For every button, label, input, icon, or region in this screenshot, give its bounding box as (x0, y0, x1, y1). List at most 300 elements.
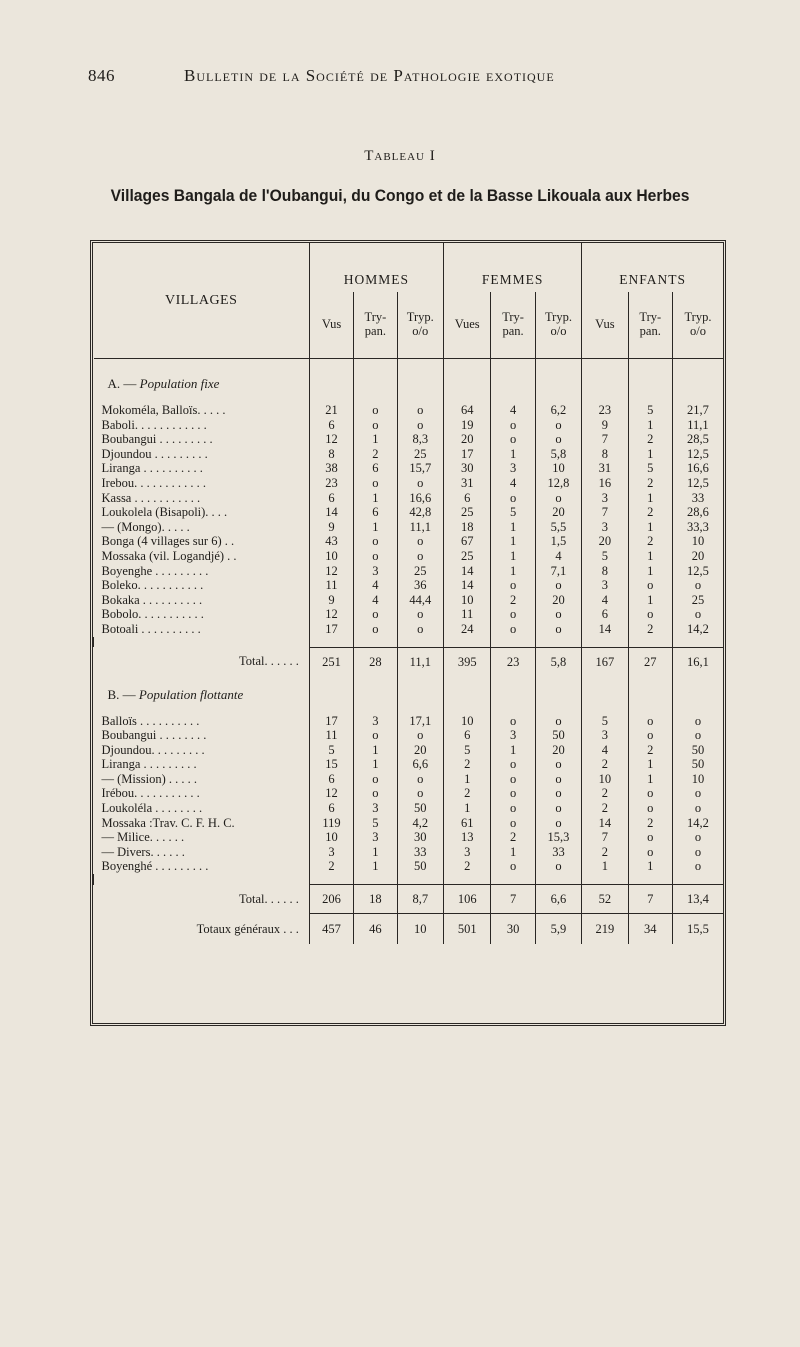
table-cell: 33 (397, 845, 443, 860)
table-row (94, 578, 724, 593)
femmes-subheader-2: Tryp. o/o (535, 292, 581, 359)
table-cell: 50 (397, 801, 443, 816)
table-cell: o (628, 728, 672, 743)
table-cell: o (491, 757, 535, 772)
table-cell: 34 (628, 914, 672, 945)
table-cell: 2 (354, 447, 397, 462)
village-name: Irébou. . . . . . . . . . . (101, 786, 200, 801)
table-cell: 7,1 (535, 564, 581, 579)
table-cell: 15,3 (535, 830, 581, 845)
table-cell: 11 (309, 578, 353, 593)
table-cell: 14,2 (672, 816, 723, 831)
village-name: Boubangui . . . . . . . . . (101, 432, 213, 447)
total-row (94, 647, 724, 676)
table-cell: 5,8 (535, 647, 581, 676)
table-cell: 38 (309, 461, 353, 476)
table-row (94, 743, 724, 758)
table-cell: 3 (582, 578, 628, 593)
table-cell: o (491, 432, 535, 447)
table-row (94, 432, 724, 447)
hommes-subheader-2: Tryp. o/o (397, 292, 443, 359)
table-row (94, 593, 724, 608)
table-cell: 7 (628, 885, 672, 914)
table-cell: 20 (535, 593, 581, 608)
table-cell: 7 (582, 830, 628, 845)
table-cell: o (354, 403, 397, 418)
section-prefix: B. — (107, 686, 139, 702)
table-cell: 20 (582, 534, 628, 549)
table-cell: 3 (309, 845, 353, 860)
table-cell: 10 (582, 772, 628, 787)
table-cell: 33 (672, 491, 723, 506)
village-name: Boyenghé . . . . . . . . . (101, 859, 209, 874)
table-cell: 25 (397, 564, 443, 579)
enfants-subheader-0: Vus (582, 292, 628, 359)
table-cell: 6,2 (535, 403, 581, 418)
table-row (94, 728, 724, 743)
table-cell: 16 (582, 476, 628, 491)
village-name: — Divers. . . . . . (101, 844, 185, 859)
table-cell: o (354, 772, 397, 787)
table-cell: 20 (443, 432, 490, 447)
table-row (94, 447, 724, 462)
table-cell: 4 (491, 476, 535, 491)
table-cell: 15 (309, 757, 353, 772)
table-cell: 1 (628, 418, 672, 433)
village-name: Boleko. . . . . . . . . . . (101, 578, 204, 593)
table-cell: o (491, 859, 535, 874)
table-cell: 30 (443, 461, 490, 476)
table-cell: 3 (354, 830, 397, 845)
table-cell: 6 (309, 801, 353, 816)
table-row (94, 505, 724, 520)
village-name: Kassa . . . . . . . . . . . (101, 490, 201, 505)
table-cell: o (397, 728, 443, 743)
table-cell: o (491, 491, 535, 506)
table-cell: 31 (582, 461, 628, 476)
table-cell: 20 (535, 743, 581, 758)
table-cell: o (397, 476, 443, 491)
table-cell: 1 (628, 757, 672, 772)
table-cell: 23 (309, 476, 353, 491)
village-name: Botoali . . . . . . . . . . (101, 621, 201, 636)
table-cell: 7 (582, 505, 628, 520)
table-cell: 50 (672, 743, 723, 758)
enfants-subheader-1: Try- pan. (628, 292, 672, 359)
table-cell: 1,5 (535, 534, 581, 549)
table-row (94, 491, 724, 506)
table-cell: o (354, 534, 397, 549)
table-cell: o (628, 714, 672, 729)
table-cell: 6 (309, 418, 353, 433)
section-title: Population flottante (138, 686, 244, 702)
table-cell: o (535, 578, 581, 593)
table-cell: 17,1 (397, 714, 443, 729)
table-cell: 3 (491, 728, 535, 743)
table-cell: 1 (443, 772, 490, 787)
table-cell: 12 (309, 564, 353, 579)
table-cell: 8 (582, 564, 628, 579)
table-cell: 4 (582, 743, 628, 758)
table-cell: 8,7 (397, 885, 443, 914)
table-cell: 5,9 (535, 914, 581, 945)
table-cell: 14 (443, 564, 490, 579)
table-row (94, 772, 724, 787)
table-cell: 1 (491, 743, 535, 758)
table-cell: 1 (354, 520, 397, 535)
table-cell: 67 (443, 534, 490, 549)
table-cell: 10 (443, 593, 490, 608)
table-cell: 5 (354, 816, 397, 831)
table-cell: 7 (582, 432, 628, 447)
table-cell: o (491, 714, 535, 729)
journal-title: Bulletin de la Société de Pathologie exotique (184, 66, 555, 85)
table-cell: 1 (628, 491, 672, 506)
village-name: Total. . . . . . (238, 654, 299, 669)
table-cell: 10 (309, 549, 353, 564)
table-cell: o (397, 418, 443, 433)
table-cell: 50 (397, 859, 443, 874)
table-cell: 2 (491, 593, 535, 608)
table-cell: 30 (491, 914, 535, 945)
table-cell: o (535, 757, 581, 772)
table-cell: o (397, 772, 443, 787)
table-row (94, 534, 724, 549)
table-cell: 167 (582, 647, 628, 676)
section-heading-row (94, 676, 724, 714)
table-cell: 1 (628, 520, 672, 535)
table-row (94, 816, 724, 831)
table-cell: 12,5 (672, 476, 723, 491)
table-cell: 2 (628, 505, 672, 520)
table-cell: 1 (628, 593, 672, 608)
village-name: Boubangui . . . . . . . . (101, 728, 207, 743)
table-cell: o (535, 801, 581, 816)
table-cell: 251 (309, 647, 353, 676)
table-cell: 50 (535, 728, 581, 743)
table-cell: 4 (491, 403, 535, 418)
table-cell: o (354, 549, 397, 564)
table-cell: o (628, 578, 672, 593)
table-cell: 1 (354, 757, 397, 772)
table-cell: 1 (582, 859, 628, 874)
table-cell: 50 (672, 757, 723, 772)
table-cell: 3 (354, 714, 397, 729)
table-cell: 28,6 (672, 505, 723, 520)
table-cell: 42,8 (397, 505, 443, 520)
table-cell: 6,6 (535, 885, 581, 914)
table-cell: 2 (628, 743, 672, 758)
table-cell: 2 (582, 845, 628, 860)
village-name: Liranga . . . . . . . . . . (101, 461, 203, 476)
table-cell: o (354, 607, 397, 622)
table-cell: 5 (628, 403, 672, 418)
village-name: Djoundou . . . . . . . . . (101, 446, 208, 461)
table-cell: 10 (672, 772, 723, 787)
table-cell: 21 (309, 403, 353, 418)
table-cell: 1 (628, 549, 672, 564)
table-cell: 14 (443, 578, 490, 593)
table-cell: o (354, 622, 397, 637)
table-cell: 14 (309, 505, 353, 520)
table-cell: 21,7 (672, 403, 723, 418)
table-cell: 457 (309, 914, 353, 945)
table-cell: 43 (309, 534, 353, 549)
data-table-frame (90, 240, 726, 1026)
table-cell: 46 (354, 914, 397, 945)
table-cell: o (672, 728, 723, 743)
table-cell: 3 (491, 461, 535, 476)
village-name: Bokaka . . . . . . . . . . (101, 592, 203, 607)
table-cell: o (354, 418, 397, 433)
table-cell: 6 (443, 728, 490, 743)
table-cell: 6 (309, 772, 353, 787)
table-cell: 2 (628, 816, 672, 831)
village-name: Liranga . . . . . . . . . (101, 757, 197, 772)
table-cell: 17 (309, 622, 353, 637)
table-cell: o (491, 607, 535, 622)
table-cell: 24 (443, 622, 490, 637)
table-cell: 9 (309, 593, 353, 608)
table-cell: 11,1 (397, 520, 443, 535)
table-cell: 25 (672, 593, 723, 608)
table-cell: o (628, 801, 672, 816)
table-cell: 1 (491, 549, 535, 564)
table-cell: 6 (443, 491, 490, 506)
table-cell: o (672, 801, 723, 816)
table-cell: o (354, 786, 397, 801)
table-row (94, 801, 724, 816)
table-cell: 1 (354, 432, 397, 447)
village-name: Djoundou. . . . . . . . . (101, 742, 205, 757)
table-cell: o (672, 845, 723, 860)
table-cell: 2 (628, 432, 672, 447)
table-cell: 3 (582, 728, 628, 743)
table-cell: 5 (582, 714, 628, 729)
table-cell: 33,3 (672, 520, 723, 535)
table-cell: 1 (443, 801, 490, 816)
table-cell: 1 (491, 520, 535, 535)
village-name: Mossaka (vil. Logandjé) . . (101, 548, 237, 563)
table-cell: o (535, 607, 581, 622)
hommes-subheader-1: Try- pan. (354, 292, 397, 359)
table-cell: 15,5 (672, 914, 723, 945)
table-cell: 1 (354, 859, 397, 874)
table-cell: 5,5 (535, 520, 581, 535)
table-cell: 4 (354, 578, 397, 593)
table-cell: 5,8 (535, 447, 581, 462)
femmes-subheader-0: Vues (443, 292, 490, 359)
table-cell: 5 (443, 743, 490, 758)
village-name: Baboli. . . . . . . . . . . . (101, 417, 207, 432)
table-row (94, 859, 724, 874)
page-number: 846 (88, 66, 115, 85)
table-cell: 25 (443, 505, 490, 520)
table-cell: 11 (443, 607, 490, 622)
table-cell: o (672, 578, 723, 593)
table-cell: 20 (672, 549, 723, 564)
table-cell: 3 (354, 801, 397, 816)
table-cell: 3 (582, 491, 628, 506)
table-cell: 14 (582, 622, 628, 637)
femmes-header: FEMMES (443, 243, 581, 292)
section-heading (94, 676, 310, 714)
table-cell: 11 (309, 728, 353, 743)
table-row (94, 461, 724, 476)
data-table (93, 243, 723, 944)
table-cell: 3 (443, 845, 490, 860)
table-cell: 1 (354, 845, 397, 860)
table-cell: 2 (582, 786, 628, 801)
table-cell: 27 (628, 647, 672, 676)
table-cell: o (397, 607, 443, 622)
section-heading-row (94, 365, 724, 403)
table-cell: 2 (491, 830, 535, 845)
table-cell: o (491, 418, 535, 433)
table-cell: 15,7 (397, 461, 443, 476)
table-cell: 16,1 (672, 647, 723, 676)
table-row (94, 757, 724, 772)
table-cell: 7 (491, 885, 535, 914)
village-name: Boyenghe . . . . . . . . . (101, 563, 209, 578)
table-cell: 395 (443, 647, 490, 676)
table-cell: 10 (443, 714, 490, 729)
table-cell: o (491, 772, 535, 787)
village-name: — (Mongo). . . . . (101, 519, 190, 534)
village-name: Bobolo. . . . . . . . . . . (101, 607, 204, 622)
table-row (94, 714, 724, 729)
table-cell: o (535, 772, 581, 787)
table-cell: 2 (582, 757, 628, 772)
table-cell: o (491, 801, 535, 816)
table-cell: o (354, 728, 397, 743)
table-row (94, 403, 724, 418)
table-cell: o (535, 491, 581, 506)
table-cell: 12,8 (535, 476, 581, 491)
village-name: Bonga (4 villages sur 6) . . (101, 534, 235, 549)
table-row (94, 476, 724, 491)
table-cell: o (628, 607, 672, 622)
table-cell: 9 (582, 418, 628, 433)
table-cell: o (491, 786, 535, 801)
table-cell: o (397, 622, 443, 637)
table-cell: 2 (309, 859, 353, 874)
table-cell: 10 (672, 534, 723, 549)
village-name: Mokoméla, Balloïs. . . . . (101, 403, 226, 417)
table-cell: 5 (628, 461, 672, 476)
table-cell: o (672, 714, 723, 729)
table-row (94, 845, 724, 860)
table-cell: 16,6 (672, 461, 723, 476)
table-cell: 6 (582, 607, 628, 622)
table-cell: 1 (491, 534, 535, 549)
section-heading (94, 365, 310, 403)
table-cell: 25 (443, 549, 490, 564)
table-row (94, 830, 724, 845)
table-cell: 1 (628, 859, 672, 874)
table-cell: 20 (535, 505, 581, 520)
table-cell: 219 (582, 914, 628, 945)
table-cell: o (397, 786, 443, 801)
table-cell: 2 (443, 786, 490, 801)
table-cell: 8 (309, 447, 353, 462)
table-cell: 11,1 (672, 418, 723, 433)
table-cell: o (628, 845, 672, 860)
table-cell: 61 (443, 816, 490, 831)
table-cell: 1 (491, 845, 535, 860)
table-cell: 106 (443, 885, 490, 914)
table-cell: o (535, 418, 581, 433)
table-cell: 10 (309, 830, 353, 845)
table-cell: o (535, 622, 581, 637)
table-cell: 11,1 (397, 647, 443, 676)
table-cell: 64 (443, 403, 490, 418)
table-cell: 16,6 (397, 491, 443, 506)
village-name: — Milice. . . . . . (101, 830, 185, 845)
table-cell: o (397, 549, 443, 564)
table-cell: 25 (397, 447, 443, 462)
table-cell: 30 (397, 830, 443, 845)
table-cell: 206 (309, 885, 353, 914)
table-cell: 10 (397, 914, 443, 945)
table-cell: o (535, 714, 581, 729)
table-cell: 1 (628, 564, 672, 579)
table-cell: o (397, 403, 443, 418)
table-cell: 1 (491, 447, 535, 462)
table-cell: 119 (309, 816, 353, 831)
table-cell: o (491, 578, 535, 593)
table-cell: o (535, 859, 581, 874)
table-cell: 501 (443, 914, 490, 945)
table-title: Villages Bangala de l'Oubangui, du Congo et de la Basse Likouala aux Herbes (110, 186, 690, 205)
table-cell: 13 (443, 830, 490, 845)
table-cell: o (491, 816, 535, 831)
table-cell: 2 (628, 622, 672, 637)
village-name: Loukoléla . . . . . . . . (101, 801, 203, 816)
table-cell: 28 (354, 647, 397, 676)
table-cell: 44,4 (397, 593, 443, 608)
table-cell: 19 (443, 418, 490, 433)
table-cell: 3 (582, 520, 628, 535)
table-cell: 4 (582, 593, 628, 608)
table-cell: 2 (628, 534, 672, 549)
table-cell: o (672, 786, 723, 801)
table-cell: 10 (535, 461, 581, 476)
table-cell: 3 (354, 564, 397, 579)
table-cell: 6 (309, 491, 353, 506)
table-cell: 8 (582, 447, 628, 462)
table-cell: 14,2 (672, 622, 723, 637)
table-cell: o (628, 830, 672, 845)
village-name: Balloïs . . . . . . . . . . (101, 713, 200, 728)
table-cell: o (491, 622, 535, 637)
table-cell: 23 (491, 647, 535, 676)
village-name: Totaux généraux . . . (196, 921, 299, 936)
village-name: Irebou. . . . . . . . . . . . (101, 475, 206, 490)
village-name: — (Mission) . . . . . (101, 771, 197, 786)
table-cell: 1 (628, 447, 672, 462)
table-cell: 9 (309, 520, 353, 535)
table-cell: 18 (443, 520, 490, 535)
village-name: Mossaka :Trav. C. F. H. C. (101, 815, 235, 830)
table-cell: 36 (397, 578, 443, 593)
village-name: Loukolela (Bisapoli). . . . (101, 505, 228, 520)
table-cell: 20 (397, 743, 443, 758)
table-cell: 5 (309, 743, 353, 758)
table-cell: 4 (535, 549, 581, 564)
table-row (94, 520, 724, 535)
table-cell: o (535, 786, 581, 801)
